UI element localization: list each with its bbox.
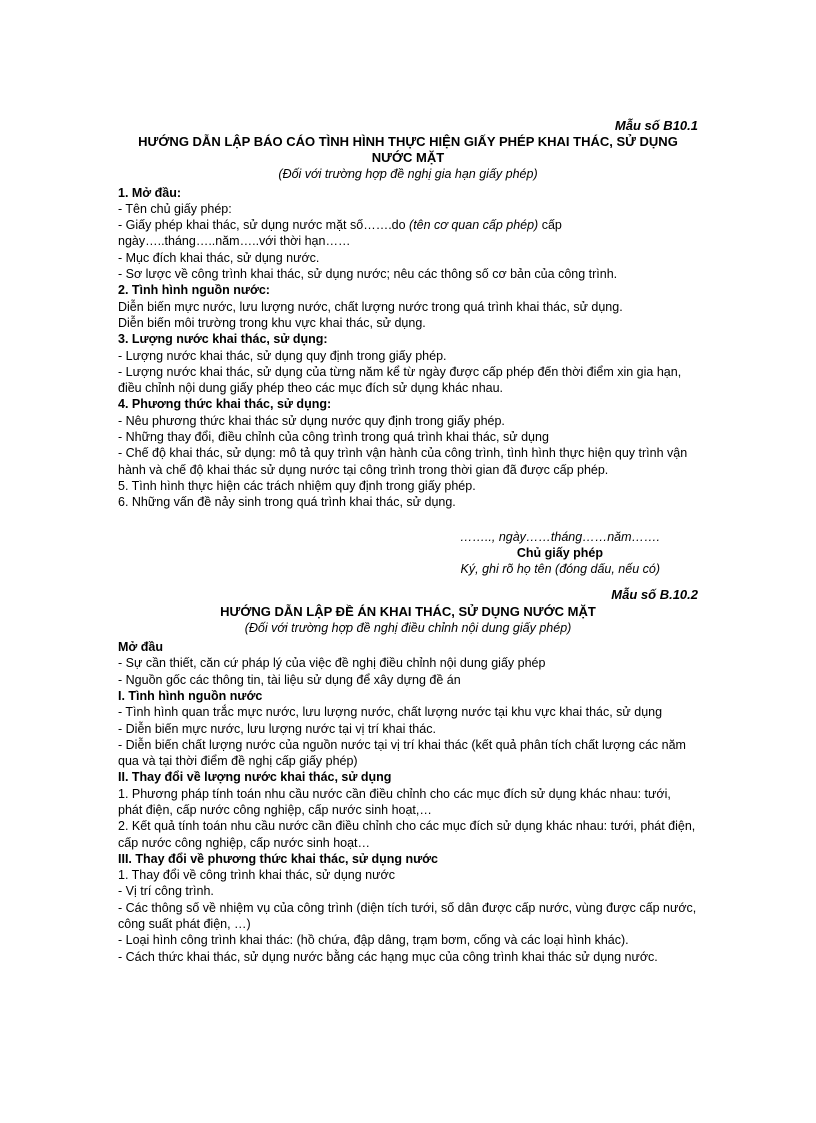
paragraph: - Diễn biến chất lượng nước của nguồn nước tại vị trí khai thác (kết quả phân tích chất lượng các năm qua và tại thời điểm đề nghị cấp giấy phép)	[118, 737, 686, 769]
paragraph: - Sơ lược về công trình khai thác, sử dụng nước; nêu các thông số cơ bản của công trình.	[118, 267, 618, 282]
paragraph: - Lượng nước khai thác, sử dụng của từng năm kể từ ngày được cấp phép đến thời điểm xin gia hạn, điều chỉnh nội dung giấy phép theo các mục đích sử dụng khác nhau.	[118, 364, 682, 396]
text-run: (tên cơ quan cấp phép)	[409, 218, 539, 233]
paragraph: - Vị trí công trình.	[118, 884, 214, 899]
section-heading: 4. Phương thức khai thác, sử dụng:	[118, 397, 332, 412]
paragraph: 6. Những vấn đề nảy sinh trong quá trình khai thác, sử dụng.	[118, 495, 456, 510]
paragraph: Diễn biến mực nước, lưu lượng nước, chất lượng nước trong quá trình khai thác, sử dụng.	[118, 299, 623, 314]
paragraph: - Lượng nước khai thác, sử dụng quy định trong giấy phép.	[118, 348, 447, 363]
signature-date: …….., ngày……tháng……năm…….	[459, 529, 660, 544]
paragraph: - Nêu phương thức khai thác sử dụng nước quy định trong giấy phép.	[118, 413, 505, 428]
section-heading: I. Tình hình nguồn nước	[118, 688, 263, 703]
paragraph: Diễn biến môi trường trong khu vực khai thác, sử dụng.	[118, 315, 426, 330]
section-heading: 2. Tình hình nguồn nước:	[118, 283, 270, 298]
paragraph: - Tình hình quan trắc mực nước, lưu lượng nước, chất lượng nước tại khu vực khai thác, sử dụng	[118, 705, 663, 720]
form-number: Mẫu số B.10.2	[611, 587, 698, 603]
document-subtitle: (Đối với trường hợp đề nghị điều chỉnh nội dung giấy phép)	[244, 620, 572, 635]
paragraph: - Nguồn gốc các thông tin, tài liệu sử dụng để xây dựng đề án	[118, 672, 461, 687]
paragraph: - Sự cần thiết, căn cứ pháp lý của việc đề nghị điều chỉnh nội dung giấy phép	[118, 656, 546, 671]
document-title: HƯỚNG DẪN LẬP ĐỀ ÁN KHAI THÁC, SỬ DỤNG NƯỚC MẶT	[220, 603, 596, 619]
paragraph: 1. Phương pháp tính toán nhu cầu nước cần điều chỉnh cho các mục đích sử dụng khác nhau: tưới, phát điện, cấp nước công nghiệp, cấp nước sinh hoạt,…	[118, 786, 671, 817]
paragraph: - Tên chủ giấy phép:	[118, 201, 232, 216]
paragraph: - Cách thức khai thác, sử dụng nước bằng các hạng mục của công trình khai thác sử dụng nước.	[118, 949, 658, 964]
signature-role: Chủ giấy phép	[516, 545, 603, 560]
paragraph: 2. Kết quả tính toán nhu cầu nước cần điều chỉnh cho các mục đích sử dụng khác nhau: tưới, phát điện, cấp nước công nghiệp, cấp nước sinh hoạt…	[118, 819, 696, 850]
text-run: cấp	[538, 218, 562, 233]
signature-block	[118, 529, 698, 578]
section-heading: 1. Mở đầu:	[118, 185, 182, 200]
paragraph: ngày…..tháng…..năm…..với thời hạn……	[118, 234, 351, 249]
section-heading: 3. Lượng nước khai thác, sử dụng:	[118, 332, 328, 347]
document-subtitle: (Đối với trường hợp đề nghị gia hạn giấy phép)	[278, 167, 538, 182]
form-number: Mẫu số B10.1	[614, 118, 698, 133]
paragraph: - Các thông số về nhiệm vụ của công trình (diện tích tưới, số dân được cấp nước, vùng được cấp nước, công suất phát điện, …)	[118, 900, 697, 932]
paragraph: - Mục đích khai thác, sử dụng nước.	[118, 250, 320, 265]
paragraph: - Loại hình công trình khai thác: (hồ chứa, đập dâng, trạm bơm, cống và các loại hình khác).	[118, 933, 629, 948]
document-title: HƯỚNG DẪN LẬP BÁO CÁO TÌNH HÌNH THỰC HIỆN GIẤY PHÉP KHAI THÁC, SỬ DỤNG NƯỚC MẶT	[138, 134, 678, 166]
document-page	[118, 118, 698, 965]
signature-note: Ký, ghi rõ họ tên (đóng dấu, nếu có)	[460, 562, 660, 577]
paragraph: - Những thay đổi, điều chỉnh của công trình trong quá trình khai thác, sử dụng	[118, 430, 549, 445]
section-heading: II. Thay đổi về lượng nước khai thác, sử dụng	[118, 770, 392, 785]
paragraph: - Diễn biến mực nước, lưu lượng nước tại vị trí khai thác.	[118, 721, 436, 736]
section-heading: Mở đầu	[118, 640, 163, 655]
section-heading: III. Thay đổi về phương thức khai thác, sử dụng nước	[118, 851, 438, 866]
paragraph: 5. Tình hình thực hiện các trách nhiệm quy định trong giấy phép.	[118, 478, 476, 493]
paragraph	[118, 217, 698, 233]
paragraph: - Chế độ khai thác, sử dụng: mô tả quy trình vận hành của công trình, tình hình thực hiện quy trình vận hành và chế độ khai thác sử dụng nước tại công trình trong thời gian đã được cấp phép.	[118, 446, 688, 477]
paragraph: 1. Thay đổi về công trình khai thác, sử dụng nước	[118, 868, 395, 883]
text-run: - Giấy phép khai thác, sử dụng nước mặt số…….do	[118, 218, 410, 233]
